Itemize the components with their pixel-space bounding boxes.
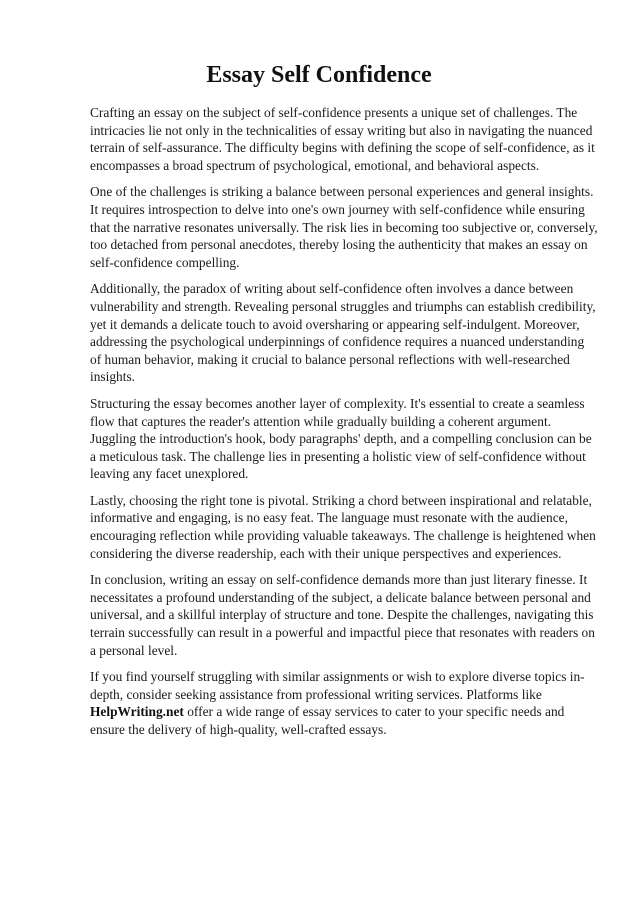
closing-text-after-link: offer a wide range of essay services to cater to your specific needs and ensure the delivery of high-quality, well-crafted essays. xyxy=(90,704,565,737)
page-title: Essay Self Confidence xyxy=(206,62,432,88)
paragraph-1: Crafting an essay on the subject of self-confidence presents a unique set of challenges. The intricacies lie not only in the technicalities of essay writing but also in navigating the nuanced terrain of self-assurance. The difficulty begins with defining the scope of self-confidence, as it encompasses a broad spectrum of psychological, emotional, and behavioral aspects. xyxy=(90,105,595,173)
closing-paragraph xyxy=(90,668,598,738)
essay-body xyxy=(90,104,598,748)
helpwriting-link[interactable]: HelpWriting.net xyxy=(90,704,184,720)
paragraph-2: One of the challenges is striking a balance between personal experiences and general insights. It requires introspection to delve into one's own journey with self-confidence while ensuring that the narrative resonates universally. The risk lies in becoming too subjective or, conversely, too detached from personal anecdotes, thereby losing the authenticity that makes an essay on self-confidence compelling. xyxy=(90,184,598,270)
paragraph-4: Structuring the essay becomes another layer of complexity. It's essential to create a seamless flow that captures the reader's attention while gradually building a coherent argument. Juggling the introduction's hook, body paragraphs' depth, and a compelling conclusion can be a meticulous task. The challenge lies in presenting a holistic view of self-confidence without leaving any facet unexplored. xyxy=(90,395,592,482)
paragraph-6: In conclusion, writing an essay on self-confidence demands more than just literary finesse. It necessitates a profound understanding of the subject, a delicate balance between personal and universal, and a skillful interplay of structure and tone. Despite the challenges, navigating this terrain successfully can result in a powerful and impactful piece that resonates with readers on a personal level. xyxy=(90,572,595,658)
paragraph-5: Lastly, choosing the right tone is pivotal. Striking a chord between inspirational and relatable, informative and engaging, is no easy feat. The language must resonate with the audience, encouraging reflection while providing valuable takeaways. The challenge is heightened when considering the diverse readership, each with their unique perspectives and experiences. xyxy=(90,492,596,561)
paragraph-3: Additionally, the paradox of writing about self-confidence often involves a dance between vulnerability and strength. Revealing personal struggles and triumphs can establish credibility, yet it demands a delicate touch to avoid oversharing or appearing self-indulgent. Moreover, addressing the psychological underpinnings of confidence requires a nuanced understanding of human behavior, making it crucial to balance personal reflections with well-researched insights. xyxy=(90,281,596,385)
closing-text-before-link: If you find yourself struggling with similar assignments or wish to explore diverse topics in-depth, consider seeking assistance from professional writing services. Platforms like xyxy=(90,669,585,702)
